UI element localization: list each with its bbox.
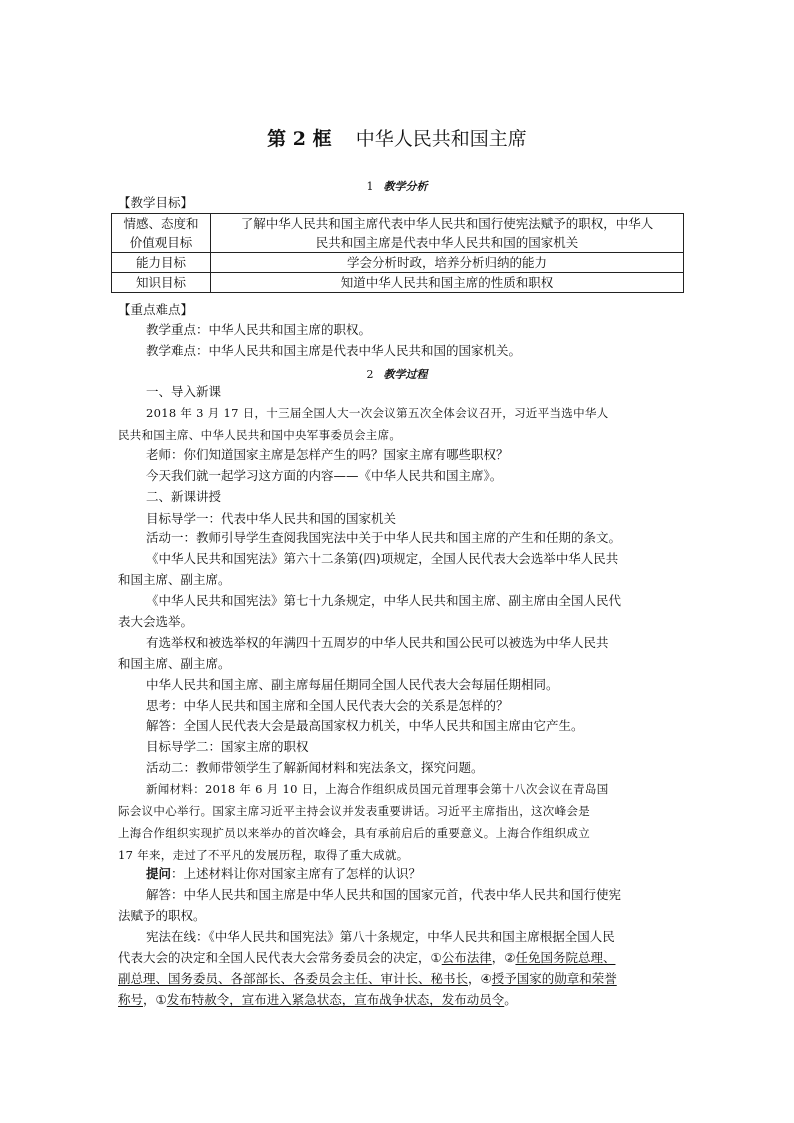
section-heading-analysis: 1 教学分析 (366, 180, 428, 193)
activity-two: 活动二：教师带领学生了解新闻材料和宪法条文，探究问题。 (146, 760, 484, 775)
key-points-label: 【重点难点】 (118, 302, 194, 317)
table-row (112, 253, 684, 273)
page-title (0, 124, 794, 151)
section-heading-process: 2 教学过程 (366, 368, 428, 381)
activity-one: 活动一：教师引导学生查阅我国宪法中关于中华人民共和国主席的产生和任期的条文。 (146, 530, 622, 545)
part-heading-intro: 一、导入新课 (146, 384, 222, 399)
table-cell-text: 学会分析时政，培养分析归纳的能力 (211, 253, 684, 273)
constitution-article-62: 《中华人民共和国宪法》第六十二条第(四)项规定，全国人民代表大会选举中华人民共 (146, 551, 619, 566)
term-text: 中华人民共和国主席、副主席每届任期同全国人民代表大会每届任期相同。 (146, 677, 559, 692)
question-line (146, 866, 421, 882)
underlined-power: 任免国务院总理、 (515, 950, 616, 965)
answer-two-cont: 法赋予的职权。 (118, 908, 206, 923)
part-heading-new-lesson: 二、新课讲授 (146, 489, 222, 504)
table-row (112, 273, 684, 293)
constitution-article-79: 《中华人民共和国宪法》第七十九条规定，中华人民共和国主席、副主席由全国人民代 (146, 593, 622, 608)
table-cell-label: 知识目标 (112, 273, 211, 293)
table-cell-label: 能力目标 (112, 253, 211, 273)
news-material-line: 新闻材料：2018 年 6 月 10 日，上海合作组织成员国元首理事会第十八次会议在青岛国 (146, 782, 609, 796)
underlined-power: 发布特赦令，宣布进入紧急状态，宣布战争状态，发布动员令 (166, 992, 505, 1007)
eligibility-text-cont: 和国主席、副主席。 (118, 656, 231, 671)
table-cell-text: 了解中华人民共和国主席代表中华人民共和国行使宪法赋予的职权，中华人 民共和国主席是代表中华人民共和国的国家机关 (211, 214, 684, 253)
key-point-text: 教学重点：中华人民共和国主席的职权。 (146, 322, 372, 337)
goal-guide-two: 目标导学二：国家主席的职权 (146, 739, 309, 754)
difficulty-text: 教学难点：中华人民共和国主席是代表中华人民共和国的国家机关。 (146, 343, 522, 358)
news-paragraph-line: 民共和国主席、中华人民共和国中央军事委员会主席。 (118, 428, 402, 442)
constitution-online-line: 称号，①发布特赦令，宣布进入紧急状态，宣布战争状态，发布动员令。 (118, 992, 517, 1007)
constitution-article-62-cont: 和国主席、副主席。 (118, 572, 231, 587)
title-number: 第 2 框 (267, 128, 332, 150)
news-material-line: 17 年来，走过了不平凡的发展历程，取得了重大成就。 (118, 848, 409, 862)
answer-one: 解答：全国人民代表大会是最高国家权力机关，中华人民共和国主席由它产生。 (146, 718, 584, 733)
answer-two: 解答：中华人民共和国主席是中华人民共和国的国家元首，代表中华人民共和国行使宪 (146, 887, 622, 902)
question-text: ：上述材料让你对国家主席有了怎样的认识？ (171, 866, 422, 881)
constitution-online: 宪法在线：《中华人民共和国宪法》第八十条规定，中华人民共和国主席根据全国人民 (146, 929, 615, 944)
question-label: 提问 (146, 866, 172, 881)
constitution-article-79-cont: 表大会选举。 (118, 614, 194, 629)
goal-guide-one: 目标导学一：代表中华人民共和国的国家机关 (146, 511, 397, 526)
table-cell-text: 知道中华人民共和国主席的性质和职权 (211, 273, 684, 293)
underlined-power: 授予国家的勋章和荣誉 (491, 971, 617, 986)
goals-label: 【教学目标】 (118, 195, 194, 210)
teaching-goals-table (111, 213, 684, 293)
news-material-line: 上海合作组织实现扩员以来举办的首次峰会，具有承前启后的重要意义。上海合作组织成立 (118, 826, 590, 840)
eligibility-text: 有选举权和被选举权的年满四十五周岁的中华人民共和国公民可以被选为中华人民共 (146, 635, 609, 650)
teacher-question: 老师：你们知道国家主席是怎样产生的吗？国家主席有哪些职权？ (146, 447, 509, 462)
table-cell-label: 情感、态度和 价值观目标 (112, 214, 211, 253)
constitution-online-line: 代表大会的决定和全国人民代表大会常务委员会的决定，①公布法律，②任免国务院总理、 (118, 950, 616, 965)
underlined-power: 公布法律 (441, 950, 492, 965)
think-question: 思考：中华人民共和国主席和全国人民代表大会的关系是怎样的？ (146, 698, 509, 713)
news-paragraph-line: 2018 年 3 月 17 日，十三届全国人大一次会议第五次全体会议召开，习近平当选中华人 (146, 406, 609, 420)
constitution-online-line: 副总理、国务委员、各部部长、各委员会主任、审计长、秘书长，④授予国家的勋章和荣誉 (118, 971, 617, 986)
underlined-power: 副总理、国务委员、各部部长、各委员会主任、审计长、秘书长 (118, 971, 469, 986)
title-text: 中华人民共和国主席 (355, 128, 527, 150)
intro-today: 今天我们就一起学习这方面的内容——《中华人民共和国主席》。 (146, 468, 503, 483)
underlined-power: 称号 (118, 992, 144, 1007)
news-material-line: 际会议中心举行。国家主席习近平主持会议并发表重要讲话。习近平主席指出，这次峰会是 (118, 804, 590, 818)
table-row (112, 214, 684, 253)
